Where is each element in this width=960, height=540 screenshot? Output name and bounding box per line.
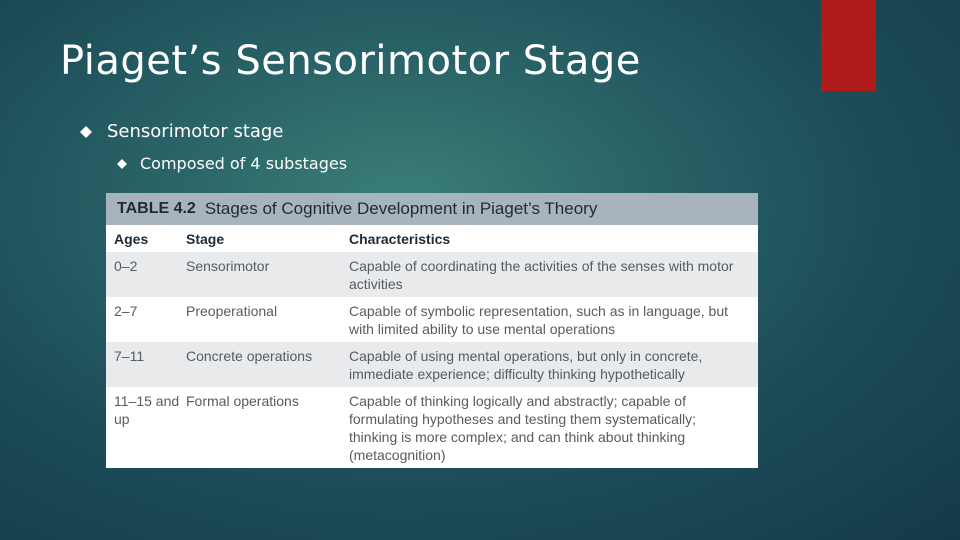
table-caption [106, 193, 758, 225]
stages-table [106, 193, 758, 468]
accent-bar [821, 0, 876, 91]
cell-stage: Sensorimotor [186, 258, 270, 274]
table-header-row [106, 225, 758, 252]
cell-stage: Formal operations [186, 393, 299, 409]
diamond-bullet-icon [80, 126, 92, 138]
cell-ages: 2–7 [114, 303, 138, 319]
table-title: Stages of Cognitive Development in Piaget’s Theory [204, 199, 598, 218]
table-row [106, 342, 758, 387]
header-ages: Ages [114, 230, 149, 247]
header-characteristics: Characteristics [349, 230, 451, 247]
bullet-text: Sensorimotor stage [107, 121, 284, 142]
bullet-level-1 [80, 121, 283, 142]
cell-ages: 7–11 [114, 348, 145, 364]
cell-ages: 11–15 and up [114, 393, 180, 427]
cell-characteristics: Capable of thinking logically and abstractly; capable of formulating hypotheses and testing them systematically; thinking is more complex; and can think about thinking (metacognition) [349, 393, 697, 463]
bullet-text: Composed of 4 substages [140, 154, 348, 173]
header-stage: Stage [186, 230, 225, 247]
cell-characteristics: Capable of using mental operations, but only in concrete, immediate experience; difficulty thinking hypothetically [349, 348, 703, 382]
cell-stage: Preoperational [186, 303, 278, 319]
diamond-bullet-icon [117, 159, 127, 169]
table-row [106, 387, 758, 468]
table-row [106, 297, 758, 342]
table-number: TABLE 4.2 [117, 200, 196, 217]
table-row [106, 252, 758, 297]
bullet-level-2 [117, 154, 347, 173]
slide-title: Piaget’s Sensorimotor Stage [60, 38, 641, 84]
cell-characteristics: Capable of symbolic representation, such as in language, but with limited ability to use mental operations [349, 303, 729, 337]
cell-ages: 0–2 [114, 258, 138, 274]
cell-stage: Concrete operations [186, 348, 313, 364]
cell-characteristics: Capable of coordinating the activities of the senses with motor activities [349, 258, 734, 292]
